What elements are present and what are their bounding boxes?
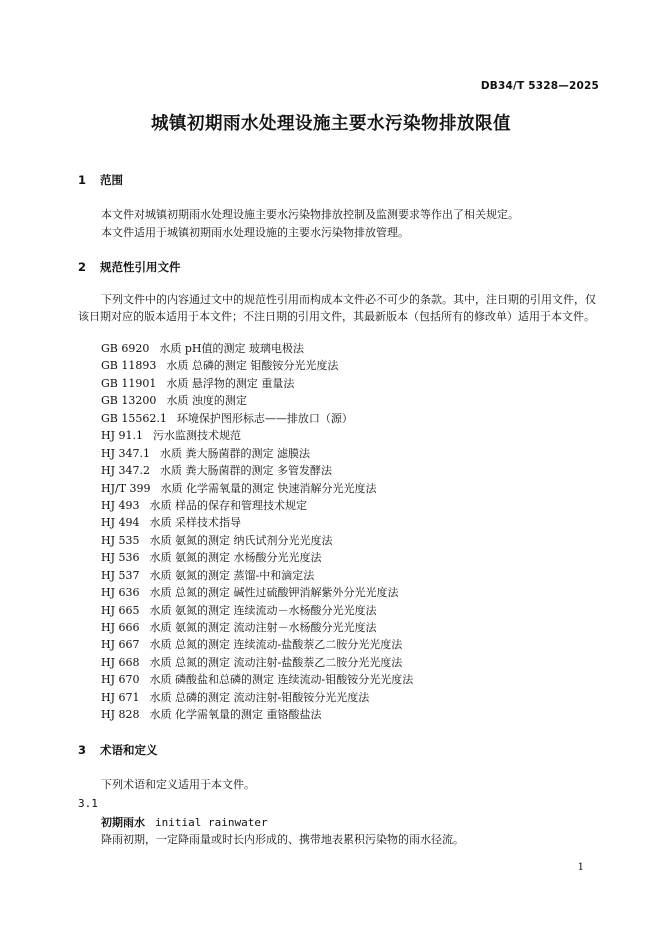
- reference-item: [101, 567, 413, 584]
- section-title: 范围: [100, 173, 124, 187]
- reference-title: 水质 总氮的测定 连续流动-盐酸萘乙二胺分光光度法: [149, 638, 403, 652]
- reference-title: 水质 总磷的测定 钼酸铵分光光度法: [166, 359, 339, 373]
- reference-item: [101, 340, 413, 357]
- term-name-en: initial rainwater: [155, 816, 268, 829]
- reference-code: GB 13200: [101, 394, 157, 408]
- reference-code: HJ 671: [101, 690, 140, 704]
- reference-code: HJ 535: [101, 533, 140, 547]
- section-title: 规范性引用文件: [100, 260, 181, 274]
- reference-title: 水质 氨氮的测定 水杨酸分光光度法: [149, 551, 322, 565]
- reference-item: [101, 514, 413, 531]
- reference-item: [101, 462, 413, 479]
- reference-title: 水质 浊度的测定: [166, 394, 247, 408]
- reference-title: 水质 总氮的测定 碱性过硫酸钾消解紫外分光光度法: [149, 586, 399, 600]
- reference-item: [101, 427, 413, 444]
- scope-paragraph-2: 本文件适用于城镇初期雨水处理设施的主要水污染物排放管理。: [101, 226, 409, 239]
- normative-references-intro: 下列文件中的内容通过文中的规范性引用而构成本文件必不可少的条款。其中，注日期的引用文件，仅该日期对应的版本适用于本文件；不注日期的引用文件，其最新版本（包括所有的修改单）适用于本文件。: [78, 293, 596, 324]
- reference-title: 水质 氨氮的测定 流动注射－水杨酸分光光度法: [149, 621, 377, 634]
- reference-item: [101, 636, 413, 653]
- reference-code: HJ 537: [101, 568, 140, 582]
- reference-code: HJ 536: [101, 551, 140, 565]
- reference-code: GB 15562.1: [101, 411, 167, 425]
- section-2-heading: [78, 259, 181, 275]
- reference-title: 水质 化学需氧量的测定 重铬酸盐法: [149, 708, 322, 722]
- reference-title: 水质 粪大肠菌群的测定 多管发酵法: [160, 464, 332, 478]
- reference-item: [101, 671, 413, 688]
- reference-item: [101, 445, 413, 462]
- term-number: 3.1: [78, 797, 98, 810]
- reference-item: [101, 602, 413, 619]
- scope-paragraph-1: 本文件对城镇初期雨水处理设施主要水污染物排放控制及监测要求等作出了相关规定。: [101, 208, 519, 221]
- section-number: 2: [78, 260, 87, 274]
- section-3-heading: [78, 742, 158, 758]
- reference-item: [101, 392, 413, 409]
- reference-item: [101, 654, 413, 671]
- reference-code: HJ 666: [101, 621, 140, 634]
- reference-item: [101, 584, 413, 601]
- reference-title: 水质 总氮的测定 流动注射-盐酸萘乙二胺分光光度法: [149, 655, 403, 669]
- document-id: DB34/T 5328—2025: [480, 80, 599, 92]
- reference-item: [101, 619, 413, 636]
- reference-title: 水质 氨氮的测定 纳氏试剂分光光度法: [149, 533, 333, 547]
- reference-code: HJ 667: [101, 638, 140, 652]
- reference-title: 水质 粪大肠菌群的测定 滤膜法: [160, 446, 310, 460]
- reference-list: [101, 340, 413, 724]
- reference-item: [101, 497, 413, 514]
- term-name-zh: 初期雨水: [101, 816, 145, 829]
- reference-title: 水质 悬浮物的测定 重量法: [166, 376, 295, 390]
- reference-item: [101, 706, 413, 723]
- reference-title: 水质 pH值的测定 玻璃电极法: [159, 342, 305, 355]
- section-1-heading: [78, 172, 123, 188]
- reference-code: HJ 347.2: [101, 464, 150, 478]
- section-number: 1: [78, 173, 87, 187]
- reference-code: GB 11893: [101, 359, 157, 373]
- reference-title: 水质 总磷的测定 流动注射-钼酸铵分光光度法: [149, 690, 370, 704]
- reference-item: [101, 375, 413, 392]
- reference-title: 污水监测技术规范: [153, 429, 241, 443]
- reference-code: HJ 665: [101, 603, 140, 617]
- reference-item: [101, 549, 413, 566]
- reference-title: 水质 磷酸盐和总磷的测定 连续流动-钼酸铵分光光度法: [149, 673, 414, 687]
- reference-code: GB 11901: [101, 376, 157, 390]
- reference-item: [101, 410, 413, 427]
- reference-code: HJ/T 399: [101, 481, 151, 495]
- reference-title: 水质 氨氮的测定 连续流动－水杨酸分光光度法: [149, 603, 377, 617]
- reference-code: HJ 636: [101, 586, 140, 600]
- reference-title: 水质 采样技术指导: [149, 516, 241, 530]
- reference-item: [101, 480, 413, 497]
- reference-item: [101, 532, 413, 549]
- reference-title: 水质 化学需氧量的测定 快速消解分光光度法: [160, 481, 377, 495]
- reference-item: [101, 689, 413, 706]
- reference-code: HJ 670: [101, 673, 140, 687]
- reference-code: HJ 828: [101, 708, 140, 722]
- term-definition: 降雨初期，一定降雨量或时长内形成的、携带地表累积污染物的雨水径流。: [101, 833, 464, 846]
- page-number: 1: [577, 862, 584, 873]
- terms-intro: 下列术语和定义适用于本文件。: [101, 778, 255, 791]
- reference-item: [101, 357, 413, 374]
- document-title: 城镇初期雨水处理设施主要水污染物排放限值: [151, 114, 511, 134]
- reference-code: HJ 494: [101, 516, 140, 530]
- reference-code: HJ 493: [101, 498, 140, 512]
- reference-title: 水质 样品的保存和管理技术规定: [149, 498, 307, 512]
- reference-code: GB 6920: [101, 342, 150, 355]
- reference-title: 环境保护图形标志——排放口（源）: [176, 411, 353, 425]
- section-number: 3: [78, 743, 87, 757]
- reference-code: HJ 91.1: [101, 429, 143, 443]
- reference-code: HJ 347.1: [101, 446, 150, 460]
- reference-code: HJ 668: [101, 655, 140, 669]
- section-title: 术语和定义: [100, 743, 158, 757]
- reference-title: 水质 氨氮的测定 蒸馏-中和滴定法: [149, 568, 315, 582]
- term-name: [101, 814, 268, 830]
